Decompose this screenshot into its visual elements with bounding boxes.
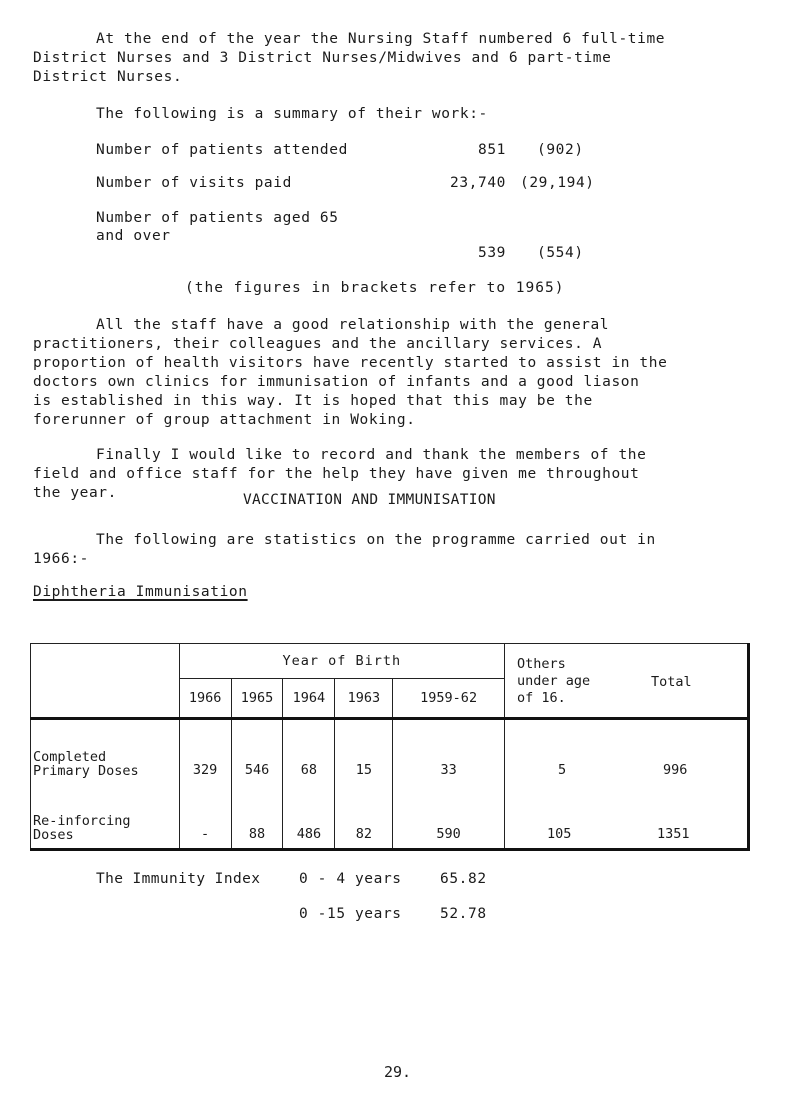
row-label-completed-line-1: Completed [33,749,107,765]
immunity-value-0-4: 65.82 [440,871,487,887]
intro-line-1: At the end of the year the Nursing Staff numbered 6 full-time [96,31,666,47]
cell-completed-others: 5 [557,762,567,778]
diphtheria-table [30,643,750,851]
intro-line-3: District Nurses. [33,69,183,85]
relations-line-6: forerunner of group attachment in Woking. [33,412,416,428]
year-header-1959-62: 1959-62 [393,679,505,719]
others-header-line-3: of 16. [516,690,566,706]
cell-reinforcing-1959-62: 590 [393,784,505,850]
relations-line-4: doctors own clinics for immunisation of infants and a good liason [33,374,640,390]
table-corner-cell [31,644,180,719]
cell-reinforcing-others: 105 [546,826,572,842]
cell-completed-others-total [504,719,748,785]
others-header-line-2: under age [516,673,591,689]
thanks-line-3: the year. [33,485,117,501]
cell-reinforcing-1963: 82 [335,784,393,850]
cell-completed-total: 996 [662,762,688,778]
summary-value-aged: 539 [478,245,506,261]
immunity-value-0-15: 52.78 [440,906,487,922]
summary-note: (the figures in brackets refer to 1965) [185,280,565,296]
year-header-1966: 1966 [179,679,231,719]
year-header-1963: 1963 [335,679,393,719]
summary-value-visits: 23,740 [450,175,506,191]
summary-value-patients: 851 [478,142,506,158]
cell-completed-1965: 546 [231,719,283,785]
cell-reinforcing-others-total [504,784,748,850]
cell-reinforcing-1965: 88 [231,784,283,850]
relations-line-1: All the staff have a good relationship with the general [96,317,610,333]
row-label-completed [31,719,180,785]
year-header-1965: 1965 [231,679,283,719]
cell-reinforcing-1964: 486 [283,784,335,850]
relations-line-5: is established in this way. It is hoped that this may be the [33,393,593,409]
summary-label-aged-line2: and over [96,228,171,244]
diphtheria-subheading: Diphtheria Immunisation [33,584,248,600]
immunity-index-label: The Immunity Index [96,871,261,887]
immunity-range-0-15: 0 -15 years [299,906,402,922]
row-label-reinforcing-line-1: Re-inforcing [33,813,131,829]
others-header-line-1: Others [516,656,566,672]
cell-completed-1964: 68 [283,719,335,785]
vaccination-intro-line-1: The following are statistics on the programme carried out in [96,532,656,548]
relations-line-3: proportion of health visitors have recently started to assist in the [33,355,668,371]
page-number: 29. [384,1063,412,1081]
others-total-header [504,644,748,719]
row-label-completed-line-2: Primary Doses [33,763,139,779]
summary-lead: The following is a summary of their work:- [96,106,488,122]
summary-previous-patients: (902) [537,142,584,158]
summary-label-aged-line1: Number of patients aged 65 [96,210,339,226]
summary-previous-aged: (554) [537,245,584,261]
cell-completed-1959-62: 33 [393,719,505,785]
thanks-line-2: field and office staff for the help they have given me throughout [33,466,640,482]
thanks-line-1: Finally I would like to record and thank the members of the [96,447,647,463]
row-label-reinforcing-line-2: Doses [33,827,74,843]
intro-line-2: District Nurses and 3 District Nurses/Midwives and 6 part-time [33,50,612,66]
summary-label-visits: Number of visits paid [96,175,292,191]
summary-previous-visits: (29,194) [520,175,595,191]
year-of-birth-header: Year of Birth [179,644,504,679]
relations-line-2: practitioners, their colleagues and the ancillary services. A [33,336,603,352]
row-label-reinforcing [31,784,180,850]
year-header-1964: 1964 [283,679,335,719]
cell-reinforcing-total: 1351 [656,826,690,842]
cell-reinforcing-1966: - [179,784,231,850]
summary-label-patients: Number of patients attended [96,142,348,158]
section-heading: VACCINATION AND IMMUNISATION [243,492,496,508]
table-row [31,784,749,850]
cell-completed-1966: 329 [179,719,231,785]
total-header: Total [650,674,692,690]
immunity-range-0-4: 0 - 4 years [299,871,402,887]
table-row [31,719,749,785]
cell-completed-1963: 15 [335,719,393,785]
vaccination-intro-line-2: 1966:- [33,551,89,567]
